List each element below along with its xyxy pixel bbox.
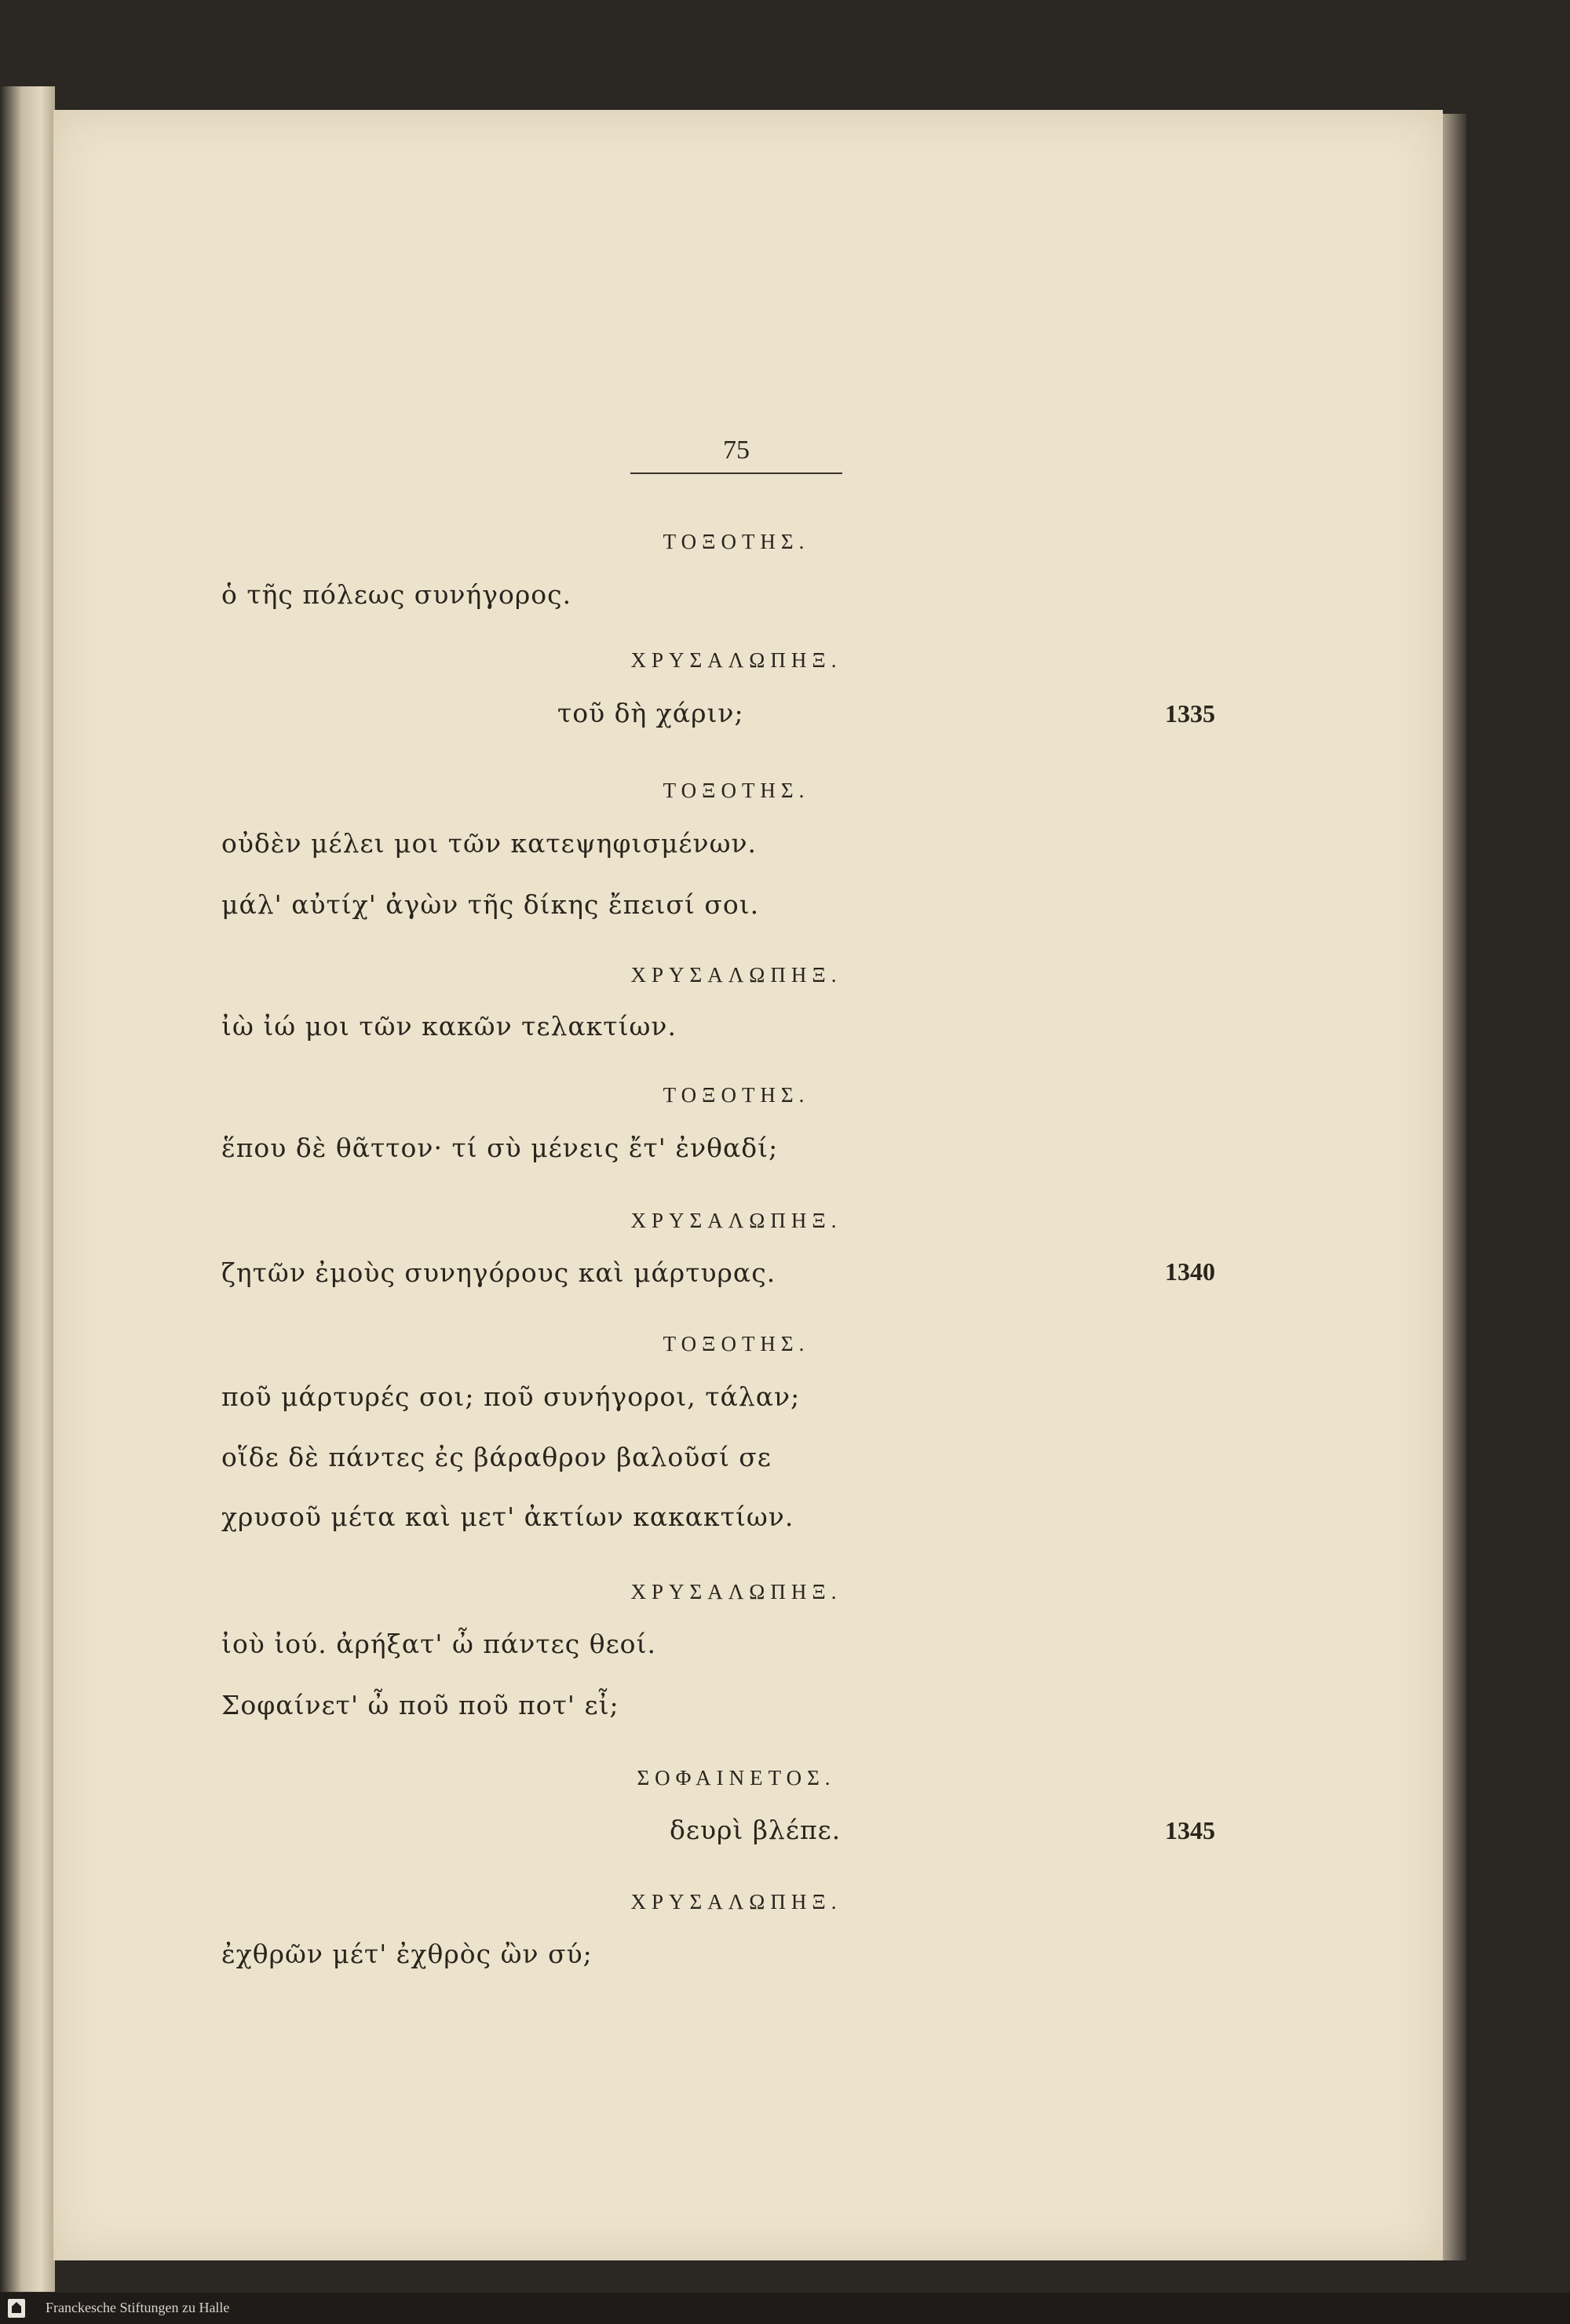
book-page — [53, 110, 1443, 2260]
speaker-label: ΧΡΥΣΑΛΩΠΗΞ. — [630, 1890, 842, 1914]
speaker-label: ΧΡΥΣΑΛΩΠΗΞ. — [630, 1580, 842, 1603]
book-right-edge — [1443, 114, 1466, 2260]
speaker-label: ΣΟΦΑΙΝΕΤΟΣ. — [637, 1766, 836, 1790]
speaker-label: ΤΟΞΟΤΗΣ. — [663, 779, 810, 802]
speaker-label: ΤΟΞΟΤΗΣ. — [663, 1332, 810, 1355]
page-number: 75 — [723, 436, 750, 465]
verse-line: οἵδε δὲ πάντες ἐς βάραθρον βαλοῦσί σε — [221, 1442, 772, 1472]
speaker-label: ΤΟΞΟΤΗΣ. — [663, 530, 810, 553]
speaker-label: ΤΟΞΟΤΗΣ. — [663, 1083, 810, 1107]
verse-line: χρυσοῦ μέτα καὶ μετ' ἀκτίων κακακτίων. — [221, 1501, 794, 1532]
line-number: 1345 — [1165, 1816, 1215, 1844]
verse-line: ζητῶν ἐμοὺς συνηγόρους καὶ μάρτυρας. — [221, 1257, 776, 1288]
book-left-edge — [0, 86, 55, 2292]
verse-line: ὁ τῆς πόλεως συνήγορος. — [221, 579, 572, 610]
verse-line: μάλ' αὐτίχ' ἀγὼν τῆς δίκης ἔπεισί σοι. — [221, 889, 760, 920]
institution-logo-icon — [8, 2299, 25, 2318]
verse-line: τοῦ δὴ χάριν; — [557, 698, 744, 728]
verse-line: δευρὶ βλέπε. — [670, 1815, 842, 1845]
speaker-label: ΧΡΥΣΑΛΩΠΗΞ. — [630, 963, 842, 987]
verse-line: ἐχθρῶν μέτ' ἐχθρὸς ὢν σύ; — [221, 1939, 593, 1969]
verse-line: ἰὼ ἰώ μοι τῶν κακῶν τελακτίων. — [221, 1011, 677, 1042]
page-number-rule — [630, 472, 842, 474]
footer-bar — [0, 2293, 1570, 2324]
verse-line: ποῦ μάρτυρές σοι; ποῦ συνήγοροι, τάλαν; — [221, 1381, 801, 1412]
verse-line: οὐδὲν μέλει μοι τῶν κατεψηφισμένων. — [221, 828, 758, 859]
line-number: 1335 — [1165, 699, 1215, 728]
verse-line: ἕπου δὲ θᾶττον· τί σὺ μένεις ἔτ' ἐνθαδί; — [221, 1133, 779, 1163]
verse-line: ἰοὺ ἰού. ἀρήξατ' ὦ πάντες θεοί. — [221, 1629, 656, 1659]
verse-line: Σοφαίνετ' ὦ ποῦ ποῦ ποτ' εἶ; — [221, 1690, 619, 1720]
speaker-label: ΧΡΥΣΑΛΩΠΗΞ. — [630, 648, 842, 672]
speaker-label: ΧΡΥΣΑΛΩΠΗΞ. — [630, 1209, 842, 1232]
line-number: 1340 — [1165, 1257, 1215, 1286]
footer-credit: Franckesche Stiftungen zu Halle — [46, 2300, 230, 2315]
